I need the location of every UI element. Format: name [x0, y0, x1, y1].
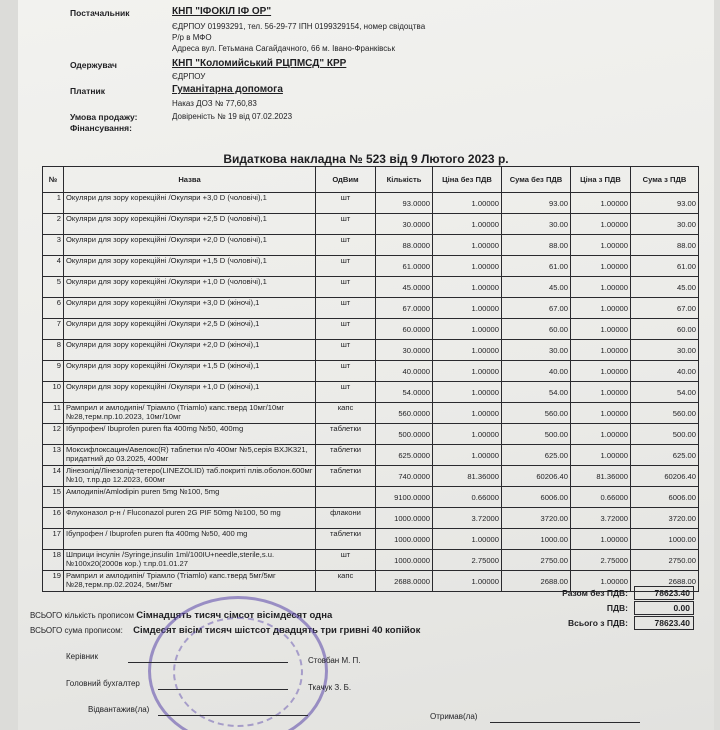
table-cell: 3.72000	[571, 508, 631, 529]
column-header: ОдВим	[316, 167, 376, 193]
vat-label: ПДВ:	[606, 603, 628, 613]
sum-in-words-label: ВСЬОГО сума прописом:	[30, 626, 123, 635]
table-cell: 1.00000	[571, 193, 631, 214]
total-with-vat-label: Всього з ПДВ:	[568, 618, 628, 628]
table-cell: 560.00	[502, 403, 571, 424]
table-row	[43, 508, 699, 529]
table-cell: 3720.00	[502, 508, 571, 529]
supplier-address: Адреса вул. Гетьмана Сагайдачного, 66 м. Івано-Франківськ	[172, 44, 395, 53]
table-cell: 61.0000	[376, 256, 433, 277]
table-cell: 17	[43, 529, 64, 550]
table-cell: 1	[43, 193, 64, 214]
table-cell: 30.0000	[376, 340, 433, 361]
recipient-ids: ЄДРПОУ	[172, 72, 206, 81]
recipient-label: Одержувач	[70, 60, 117, 70]
table-cell: 1.00000	[571, 529, 631, 550]
table-cell: 54.00	[631, 382, 699, 403]
table-cell: 1.00000	[433, 235, 502, 256]
table-cell: 8	[43, 340, 64, 361]
table-cell: 88.00	[631, 235, 699, 256]
document-title: Видаткова накладна № 523 від 9 Лютого 2023 р.	[223, 152, 509, 166]
table-cell: 7	[43, 319, 64, 340]
head-name: Стовбан М. П.	[308, 656, 361, 665]
table-cell: 1000.0000	[376, 508, 433, 529]
table-cell: 3.72000	[433, 508, 502, 529]
table-cell: 1.00000	[571, 382, 631, 403]
item-name-cell: Окуляри для зору корекційні /Окуляри +2,0 D (жіночі),1	[64, 340, 316, 361]
table-cell: 1.00000	[433, 319, 502, 340]
received-label: Отримав(ла)	[430, 712, 478, 721]
item-name-cell: Рамприл и амлодипін/ Тріамло (Triamlo) капс.тверд 10мг/10мг №28,терм.пр.10.2023, 10мг/10мг	[64, 403, 316, 424]
table-cell: 67.0000	[376, 298, 433, 319]
total-with-vat-row	[494, 616, 694, 630]
table-cell: 1.00000	[571, 214, 631, 235]
table-cell: 2.75000	[433, 550, 502, 571]
table-cell: 1.00000	[433, 445, 502, 466]
table-cell: 1.00000	[571, 361, 631, 382]
order-ref: Наказ ДОЗ № 77,60,83	[172, 99, 257, 108]
table-cell: 10	[43, 382, 64, 403]
table-cell: 93.00	[631, 193, 699, 214]
table-cell: 13	[43, 445, 64, 466]
table-cell: шт	[316, 319, 376, 340]
table-row	[43, 466, 699, 487]
table-cell: 625.00	[502, 445, 571, 466]
table-cell: шт	[316, 340, 376, 361]
table-cell: шт	[316, 214, 376, 235]
head-signature-line	[128, 662, 288, 663]
table-cell: 1.00000	[571, 298, 631, 319]
table-cell: шт	[316, 361, 376, 382]
table-row	[43, 340, 699, 361]
count-in-words-value: Сімнадцять тисяч сімсот вісімдесят одна	[136, 610, 333, 621]
table-cell: 61.00	[502, 256, 571, 277]
table-cell: 61.00	[631, 256, 699, 277]
item-name-cell: Окуляри для зору корекційні /Окуляри +3,0 D (чоловічі),1	[64, 193, 316, 214]
funding-label: Фінансування:	[70, 123, 132, 133]
table-row	[43, 550, 699, 571]
accountant-label: Головний бухгалтер	[66, 679, 140, 688]
table-cell: 88.00	[502, 235, 571, 256]
supplier-label: Постачальник	[70, 8, 130, 18]
table-cell: 60206.40	[631, 466, 699, 487]
table-cell: таблетки	[316, 466, 376, 487]
table-row	[43, 487, 699, 508]
table-cell: 1.00000	[433, 571, 502, 592]
table-cell: 3720.00	[631, 508, 699, 529]
table-cell: 2750.00	[631, 550, 699, 571]
table-cell: 1.00000	[571, 403, 631, 424]
table-body	[43, 193, 699, 592]
table-cell: 88.0000	[376, 235, 433, 256]
table-cell: 1.00000	[571, 256, 631, 277]
vat-value: 0.00	[634, 601, 694, 615]
table-cell: 30.00	[502, 214, 571, 235]
table-cell: 45.0000	[376, 277, 433, 298]
table-cell: шт	[316, 298, 376, 319]
table-cell: 60206.40	[502, 466, 571, 487]
item-name-cell: Моксифлоксацин/Авелокс(R) таблетки п/о 400мг №5,серія BXJK321, придатний до 03.2025, 400мг	[64, 445, 316, 466]
item-name-cell: Окуляри для зору корекційні /Окуляри +1,5 D (чоловічі),1	[64, 256, 316, 277]
item-name-cell: Рамприл и амлодипін/ Тріамло (Triamlo) капс.тверд 5мг/5мг №28,терм.пр.02.2024, 5мг/5мг	[64, 571, 316, 592]
table-cell: 1.00000	[433, 340, 502, 361]
table-cell: 1000.00	[502, 529, 571, 550]
proxy-ref: Довіреність № 19 від 07.02.2023	[172, 112, 293, 121]
table-cell: 30.00	[502, 340, 571, 361]
table-cell: шт	[316, 193, 376, 214]
table-cell: 500.0000	[376, 424, 433, 445]
table-cell: 12	[43, 424, 64, 445]
table-cell: таблетки	[316, 445, 376, 466]
item-name-cell: Амлодипін/Amlodipin puren 5mg №100, 5mg	[64, 487, 316, 508]
table-cell: 40.00	[631, 361, 699, 382]
table-cell: 9	[43, 361, 64, 382]
total-without-vat-label: Разом без ПДВ:	[562, 588, 628, 598]
table-cell: шт	[316, 382, 376, 403]
table-cell: капс	[316, 571, 376, 592]
item-name-cell: Лінезолід/Лінезолід-тетеро(LINEZOLID) таб.покриті плів.оболон.600мг №10, т.пр.до 12.2023, 600мг	[64, 466, 316, 487]
table-cell: 6	[43, 298, 64, 319]
table-cell: 2750.00	[502, 550, 571, 571]
table-cell: 54.0000	[376, 382, 433, 403]
table-cell: 18	[43, 550, 64, 571]
table-row	[43, 256, 699, 277]
total-without-vat-row	[494, 586, 694, 600]
table-cell: 1.00000	[433, 424, 502, 445]
table-cell: 54.00	[502, 382, 571, 403]
table-header-row	[43, 167, 699, 193]
table-cell: 560.0000	[376, 403, 433, 424]
table-row	[43, 403, 699, 424]
table-cell: 625.00	[631, 445, 699, 466]
column-header: Сума без ПДВ	[502, 167, 571, 193]
table-cell: 81.36000	[433, 466, 502, 487]
item-name-cell: Ібупрофен/ Ibuprofen puren fta 400mg №50, 400mg	[64, 424, 316, 445]
table-row	[43, 214, 699, 235]
recipient-name: КНП "Коломийський РЦПМСД" КРР	[172, 58, 347, 69]
table-cell: 1.00000	[433, 256, 502, 277]
column-header: №	[43, 167, 64, 193]
table-row	[43, 382, 699, 403]
table-cell: 0.66000	[571, 487, 631, 508]
table-cell: шт	[316, 550, 376, 571]
table-cell: 1.00000	[571, 424, 631, 445]
table-cell: 500.00	[631, 424, 699, 445]
item-name-cell: Окуляри для зору корекційні /Окуляри +3,0 D (жіночі),1	[64, 298, 316, 319]
table-cell: 9100.0000	[376, 487, 433, 508]
seal-stamp-inner-ring	[173, 617, 303, 727]
shipped-label: Відвантажив(ла)	[88, 705, 150, 714]
accountant-signature-line	[158, 689, 288, 690]
table-cell: 0.66000	[433, 487, 502, 508]
table-cell: 93.00	[502, 193, 571, 214]
table-row	[43, 445, 699, 466]
table-cell: 1.00000	[571, 445, 631, 466]
table-cell: 5	[43, 277, 64, 298]
table-cell: 67.00	[631, 298, 699, 319]
table-cell: 40.00	[502, 361, 571, 382]
item-name-cell: Ібупрофен / Ibuprofen puren fta 400mg №50, 400 mg	[64, 529, 316, 550]
total-with-vat-value: 78623.40	[634, 616, 694, 630]
table-cell: таблетки	[316, 424, 376, 445]
table-cell: 1.00000	[571, 340, 631, 361]
vat-row	[494, 601, 694, 615]
table-cell: 45.00	[502, 277, 571, 298]
table-cell: шт	[316, 235, 376, 256]
table-cell: 1.00000	[433, 361, 502, 382]
table-cell: 2688.00	[631, 571, 699, 592]
table-row	[43, 193, 699, 214]
table-cell: 1.00000	[433, 529, 502, 550]
table-cell: 560.00	[631, 403, 699, 424]
table-cell: 60.00	[631, 319, 699, 340]
invoice-sheet	[18, 0, 714, 730]
count-in-words-label: ВСЬОГО кількість прописом	[30, 611, 134, 620]
table-cell: 93.0000	[376, 193, 433, 214]
table-row	[43, 277, 699, 298]
table-cell: 1.00000	[433, 298, 502, 319]
item-name-cell: Окуляри для зору корекційні /Окуляри +2,5 D (чоловічі),1	[64, 214, 316, 235]
item-name-cell: Окуляри для зору корекційні /Окуляри +1,0 D (чоловічі),1	[64, 277, 316, 298]
item-name-cell: Окуляри для зору корекційні /Окуляри +1,0 D (жіночі),1	[64, 382, 316, 403]
table-cell: 81.36000	[571, 466, 631, 487]
table-cell: 1.00000	[433, 403, 502, 424]
table-cell: 60.0000	[376, 319, 433, 340]
table-cell: 625.0000	[376, 445, 433, 466]
totals-block	[494, 586, 694, 631]
item-name-cell: Окуляри для зору корекційні /Окуляри +2,5 D (жіночі),1	[64, 319, 316, 340]
item-name-cell: Шприци інсулін /Syringe,insulin 1ml/100IU+needle,sterile,s.u.№100х20(2000в кор.) т.пр.01.01.27	[64, 550, 316, 571]
table-cell: 2.75000	[571, 550, 631, 571]
table-row	[43, 424, 699, 445]
table-cell: 500.00	[502, 424, 571, 445]
table-cell: 2688.00	[502, 571, 571, 592]
table-cell: шт	[316, 277, 376, 298]
table-row	[43, 298, 699, 319]
accountant-name: Ткачук З. Б.	[308, 683, 352, 692]
column-header: Назва	[64, 167, 316, 193]
table-cell: 1.00000	[433, 382, 502, 403]
table-cell: 3	[43, 235, 64, 256]
table-cell: 11	[43, 403, 64, 424]
supplier-account: Р/р в МФО	[172, 33, 212, 42]
table-cell: 30.0000	[376, 214, 433, 235]
item-name-cell: Флуконазол р-н / Fluconazol puren 2G PIF 50mg №100, 50 mg	[64, 508, 316, 529]
column-header: Ціна з ПДВ	[571, 167, 631, 193]
table-cell: 1000.0000	[376, 529, 433, 550]
table-cell: 1.00000	[571, 319, 631, 340]
supplier-name: КНП "ІФОКІЛ ІФ ОР"	[172, 6, 272, 17]
terms-label: Умова продажу:	[70, 112, 138, 122]
total-without-vat-value: 78623.40	[634, 586, 694, 600]
table-cell: таблетки	[316, 529, 376, 550]
table-cell: 60.00	[502, 319, 571, 340]
head-label: Керівник	[66, 652, 98, 661]
table-cell: 1.00000	[571, 571, 631, 592]
table-cell: 4	[43, 256, 64, 277]
received-signature-line	[490, 722, 640, 723]
table-row	[43, 529, 699, 550]
table-cell: 67.00	[502, 298, 571, 319]
table-cell: 1000.00	[631, 529, 699, 550]
table-cell: 1.00000	[433, 214, 502, 235]
table-cell: 19	[43, 571, 64, 592]
item-name-cell: Окуляри для зору корекційні /Окуляри +2,0 D (чоловічі),1	[64, 235, 316, 256]
items-table	[42, 166, 699, 592]
table-cell	[316, 487, 376, 508]
column-header: Сума з ПДВ	[631, 167, 699, 193]
table-cell: 1.00000	[571, 277, 631, 298]
table-cell: 40.0000	[376, 361, 433, 382]
payer-name: Гуманітарна допомога	[172, 84, 283, 95]
table-cell: 14	[43, 466, 64, 487]
table-cell: 6006.00	[631, 487, 699, 508]
payer-label: Платник	[70, 86, 106, 96]
table-cell: 2688.0000	[376, 571, 433, 592]
table-row	[43, 235, 699, 256]
table-cell: 30.00	[631, 340, 699, 361]
table-cell: капс	[316, 403, 376, 424]
column-header: Кількість	[376, 167, 433, 193]
sum-in-words-value: Сімдесят вісім тисяч шістсот двадцять три гривні 40 копійок	[133, 625, 421, 636]
table-cell: 6006.00	[502, 487, 571, 508]
table-cell: 2	[43, 214, 64, 235]
table-cell: 740.0000	[376, 466, 433, 487]
table-cell: 15	[43, 487, 64, 508]
table-row	[43, 361, 699, 382]
table-cell: 1.00000	[571, 235, 631, 256]
table-cell: флакони	[316, 508, 376, 529]
table-cell: шт	[316, 256, 376, 277]
table-cell: 1000.0000	[376, 550, 433, 571]
table-row	[43, 319, 699, 340]
item-name-cell: Окуляри для зору корекційні /Окуляри +1,5 D (жіночі),1	[64, 361, 316, 382]
shipped-signature-line	[158, 715, 308, 716]
column-header: Ціна без ПДВ	[433, 167, 502, 193]
table-cell: 1.00000	[433, 277, 502, 298]
supplier-ids: ЄДРПОУ 01993291, тел. 56-29-77 ІПН 0199329154, номер свідоцтва	[172, 22, 426, 31]
table-cell: 1.00000	[433, 193, 502, 214]
table-cell: 30.00	[631, 214, 699, 235]
table-cell: 45.00	[631, 277, 699, 298]
table-cell: 16	[43, 508, 64, 529]
